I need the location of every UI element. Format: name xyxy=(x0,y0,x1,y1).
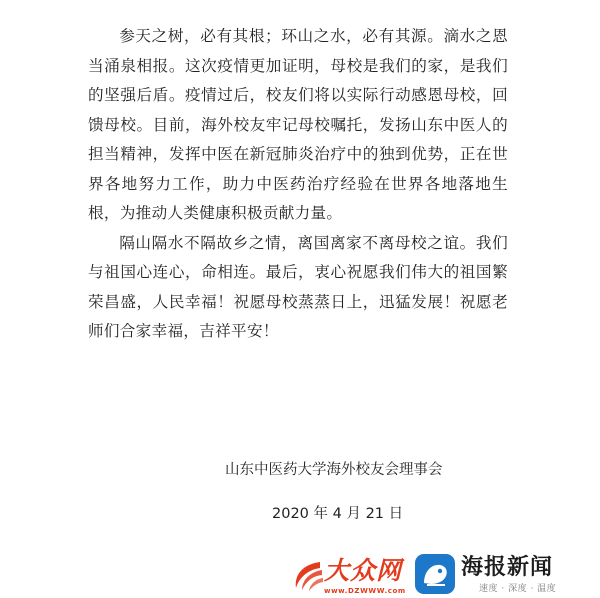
haibao-bird-icon xyxy=(415,554,455,594)
letter-paragraph: 隔山隔水不隔故乡之情，离国离家不离母校之谊。我们与祖国心连心，命相连。最后，衷心祝愿我们伟大的祖国繁荣昌盛，人民幸福！祝愿母校蒸蒸日上，迅猛发展！祝愿老师们合家幸福，吉祥平安！ xyxy=(88,233,508,340)
letter-body xyxy=(88,22,508,347)
letter-signature: 山东中医药大学海外校友会理事会 xyxy=(225,462,443,478)
dazhong-url: www.DZWWW.com xyxy=(324,587,406,595)
haibao-slogan: 速度 · 深度 · 温度 xyxy=(479,584,557,594)
footer-logos xyxy=(0,548,600,598)
letter-paragraph: 参天之树，必有其根；环山之水，必有其源。滴水之恩当涌泉相报。这次疫情更加证明，母校是我们的家，是我们的坚强后盾。疫情过后，校友们将以实际行动感恩母校，回馈母校。目前，海外校友牢记母校嘱托，发扬山东中医人的担当精神，发挥中医在新冠肺炎治疗中的独到优势，正在世界各地努力工作，助力中医药治疗经验在世界各地落地生根，为推动人类健康积极贡献力量。 xyxy=(88,27,508,222)
dazhong-swoosh-icon xyxy=(290,558,326,594)
haibao-logo xyxy=(415,554,595,598)
haibao-app-icon xyxy=(415,554,455,594)
haibao-title: 海报新闻 xyxy=(461,555,554,580)
letter-date: 2020 年 4 月 21 日 xyxy=(272,506,404,522)
dazhong-logo-text: 大众网 xyxy=(324,556,403,585)
